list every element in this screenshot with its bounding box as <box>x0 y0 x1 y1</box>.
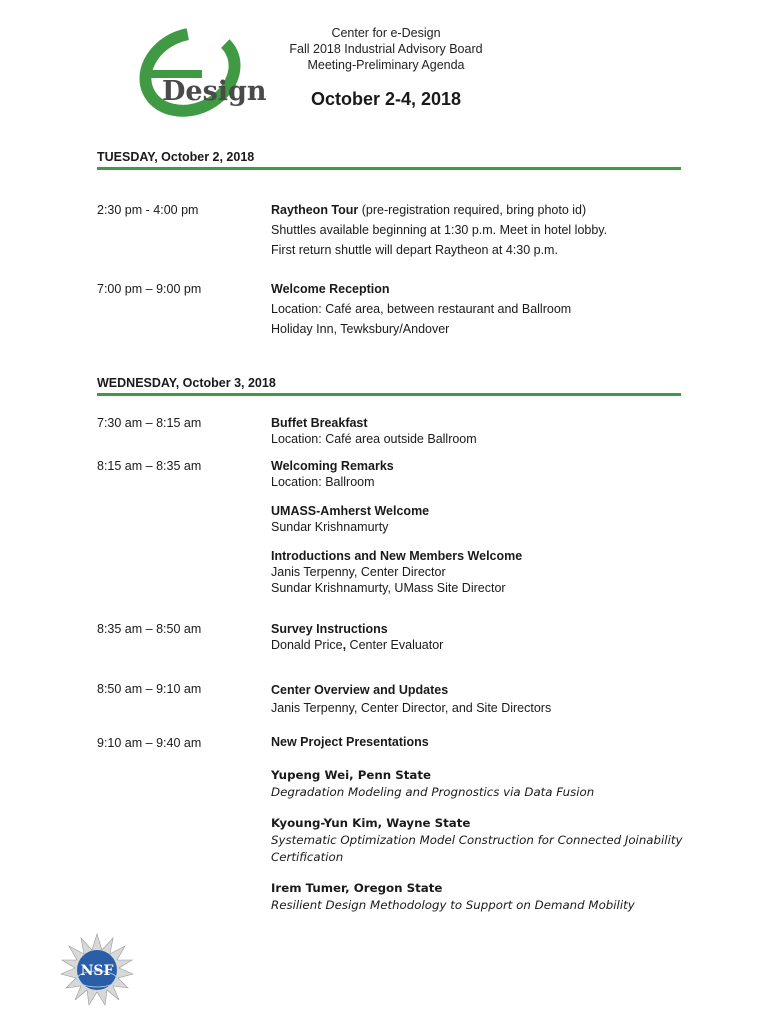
session-raytheon-tour <box>271 200 691 260</box>
session-title: Raytheon Tour <box>271 203 359 217</box>
agenda-header <box>270 25 502 110</box>
presentation-title: Certification <box>271 850 344 864</box>
presentation-item <box>271 880 691 914</box>
session-time: 9:10 am – 9:40 am <box>97 736 202 750</box>
session-detail: Sundar Krishnamurty, UMass Site Director <box>271 581 506 595</box>
section-divider <box>97 393 681 396</box>
session-detail: Shuttles available beginning at 1:30 p.m. Meet in hotel lobby. <box>271 223 608 237</box>
session-detail: Location: Café area outside Ballroom <box>271 432 477 446</box>
header-org: Center for e-Design <box>331 26 441 40</box>
header-meeting: Fall 2018 Industrial Advisory Board <box>289 42 483 56</box>
section-divider <box>97 167 681 170</box>
session-center-overview <box>271 681 691 717</box>
presenter-name: Yupeng Wei, Penn State <box>271 768 431 782</box>
session-time: 8:15 am – 8:35 am <box>97 459 202 473</box>
presenter-name: Irem Tumer, Oregon State <box>271 881 443 895</box>
presentation-item <box>271 815 691 866</box>
presenter-name: Kyoung-Yun Kim, Wayne State <box>271 816 471 830</box>
header-date: October 2-4, 2018 <box>310 89 462 109</box>
session-breakfast <box>271 415 691 447</box>
nsf-seal-icon <box>60 933 134 1007</box>
session-detail: Location: Café area, between restaurant and Ballroom <box>271 302 572 316</box>
presentation-title: Resilient Design Methodology to Support on Demand Mobility <box>271 898 635 912</box>
session-time: 8:35 am – 8:50 am <box>97 622 202 636</box>
header-subtitle: Meeting-Preliminary Agenda <box>307 58 465 72</box>
session-detail: Holiday Inn, Tewksbury/Andover <box>271 322 450 336</box>
session-title: Survey Instructions <box>271 622 388 636</box>
session-welcoming-remarks <box>271 458 691 596</box>
speaker-name: Donald Price <box>271 638 343 652</box>
session-note: (pre-registration required, bring photo id) <box>358 203 587 217</box>
session-title: Buffet Breakfast <box>271 416 368 430</box>
session-title: Welcoming Remarks <box>271 459 394 473</box>
session-time: 2:30 pm - 4:00 pm <box>97 203 199 217</box>
e-design-logo <box>136 30 267 116</box>
session-new-projects <box>271 735 691 914</box>
session-subtitle: UMASS-Amherst Welcome <box>271 504 430 518</box>
session-detail: Janis Terpenny, Center Director, and Site Directors <box>271 701 552 715</box>
presentation-title: Systematic Optimization Model Construction for Connected Joinability <box>271 833 683 847</box>
session-time: 8:50 am – 9:10 am <box>97 682 202 696</box>
session-survey-instructions: Survey Instructions Donald Price, Center Evaluator <box>271 621 691 653</box>
session-time: 7:00 pm – 9:00 pm <box>97 282 202 296</box>
session-title: Center Overview and Updates <box>271 683 449 697</box>
session-subtitle: Introductions and New Members Welcome <box>271 549 523 563</box>
speaker-role: Center Evaluator <box>346 638 444 652</box>
logo-wordmark: Design <box>162 76 267 107</box>
session-detail: Location: Ballroom <box>271 475 375 489</box>
session-detail: First return shuttle will depart Raytheon at 4:30 p.m. <box>271 243 558 257</box>
session-detail: Sundar Krishnamurty <box>271 520 389 534</box>
nsf-seal-text: NSF <box>80 963 114 979</box>
session-welcome-reception <box>271 279 691 339</box>
presentation-title: Degradation Modeling and Prognostics via Data Fusion <box>271 785 595 799</box>
day-heading-tuesday: TUESDAY, October 2, 2018 <box>97 150 255 164</box>
session-title: Welcome Reception <box>271 282 390 296</box>
session-detail: Janis Terpenny, Center Director <box>271 565 446 579</box>
session-title: New Project Presentations <box>271 735 429 749</box>
presentation-item <box>271 767 691 801</box>
day-heading-wednesday: WEDNESDAY, October 3, 2018 <box>97 376 276 390</box>
session-time: 7:30 am – 8:15 am <box>97 416 202 430</box>
